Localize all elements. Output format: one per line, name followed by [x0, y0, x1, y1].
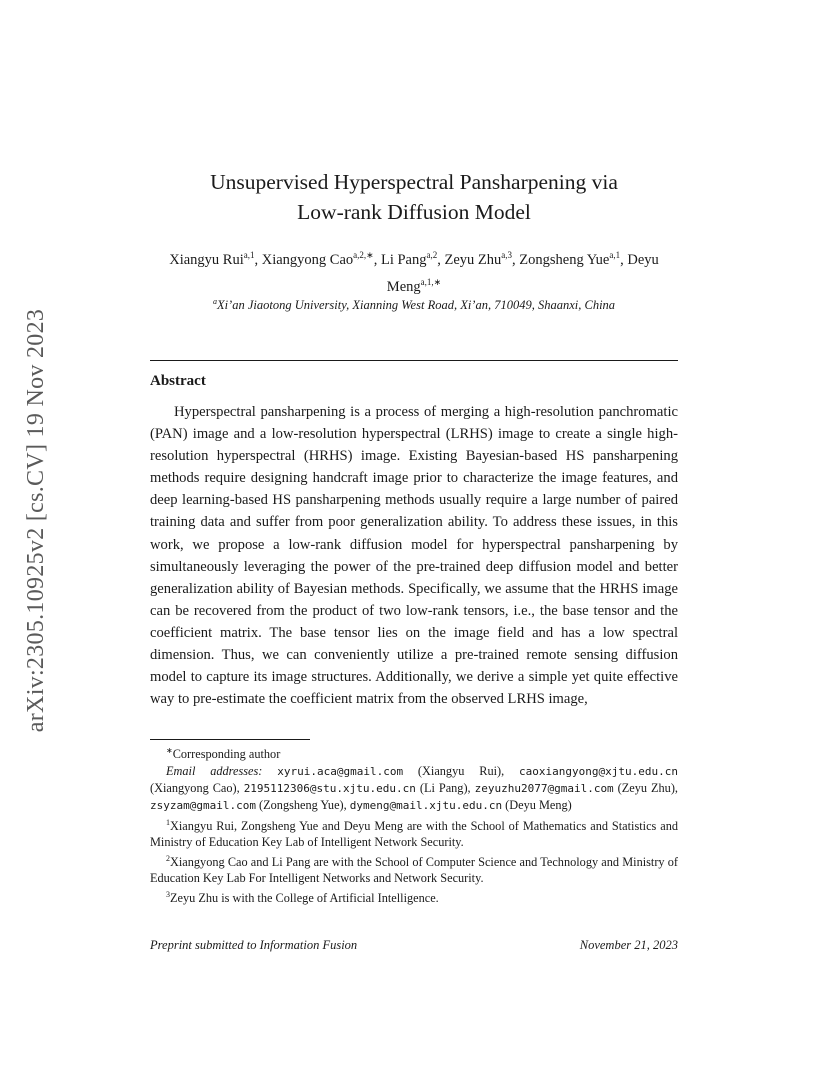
author: Deyu Meng$^{a,1,∗}$ — [386, 251, 659, 295]
abstract-body: Hyperspectral pansharpening is a process of merging a high-resolution panchromatic (PAN) image and a low-resolution hyperspectral (LRHS) image to create a single high-resolution hyperspectral (HRHS) image. Existing Bayesian-based HS pansharpening methods require designing handcraft image prior to characterize the image features, and deep learning-based HS pansharpening methods usually require a large number of paired training data and suffer from poor generalization ability. To address these issues, in this work, we propose a low-rank diffusion model for hyperspectral pansharpening by simultaneously leveraging the power of the pre-trained deep diffusion model and better generalization ability of Bayesian methods. Specifically, we assume that the HRHS image can be recovered from the product of two low-rank tensors, i.e., the base tensor and the coefficient matrix. The base tensor lies on the image field and has a low spectral dimension. Thus, we can conveniently utilize a pre-trained remote sensing diffusion model to capture its image structures. Additionally, we derive a simple yet quite effective way to pre-estimate the coefficient matrix from the observed LRHS image, — [150, 404, 678, 708]
paper-title-line-1: Unsupervised Hyperspectral Pansharpening via — [210, 170, 618, 194]
author: Zongsheng Yue$^{a,1}$, — [519, 250, 628, 268]
author-list — [150, 244, 678, 298]
paper-title-line-2: Low-rank Diffusion Model — [297, 200, 531, 224]
arxiv-identifier-text: arXiv:2305.10925v2 [cs.CV] 19 Nov 2023 — [23, 308, 50, 732]
footnote-3: $^3$Zeyu Zhu is with the College of Artificial Intelligence. — [166, 889, 439, 905]
affiliation-mark: a — [212, 297, 217, 306]
arxiv-identifier-stamp — [22, 280, 52, 760]
email-link[interactable]: dymeng@mail.xjtu.edu.cn — [349, 799, 503, 813]
email-link[interactable]: caoxiangyong@xjtu.edu.cn — [519, 764, 678, 778]
footer-date: November 21, 2023 — [579, 938, 678, 952]
email-link[interactable]: zeyuzhu2077@gmail.com — [474, 781, 614, 795]
author: Li Pang$^{a,2}$, — [380, 250, 445, 268]
footnote-rule — [150, 739, 310, 740]
email-link[interactable]: zsyzam@gmail.com — [150, 799, 256, 813]
paper-title — [150, 167, 678, 227]
email-link[interactable]: xyrui.aca@gmail.com — [277, 764, 404, 778]
email-label: Email addresses: — [166, 763, 263, 778]
page-footer — [150, 938, 678, 953]
affiliation-text: Xi’an Jiaotong University, Xianning West Road, Xi’an, 710049, Shaanxi, China — [216, 298, 616, 313]
author: Xiangyong Cao$^{a,2,∗}$, — [261, 250, 381, 268]
author: Zeyu Zhu$^{a,3}$, — [444, 250, 520, 268]
footer-preprint-note: Preprint submitted to Information Fusion — [150, 938, 358, 952]
abstract-heading: Abstract — [150, 373, 206, 389]
footnote-1: $^1$Xiangyu Rui, Zongsheng Yue and Deyu Meng are with the School of Mathematics and Statistics and Ministry of Education Key Lab of Intelligent Network Security. — [150, 817, 678, 850]
footnote-2: $^2$Xiangyong Cao and Li Pang are with the School of Computer Science and Technology and Ministry of Education Key Lab For Intelligent Networks and Network Security. — [150, 853, 678, 886]
footnote-emails: Email addresses: xyrui.aca@gmail.com (Xiangyu Rui), caoxiangyong@xjtu.edu.cn (Xiangyong Cao), 2195112306@stu.xjtu.edu.cn (Li Pang), zeyuzhu2077@gmail.com (Zeyu Zhu), zsyzam@gmail.com (Zongsheng Yue), dymeng@mail.xjtu.edu.cn (Deyu Meng) — [150, 763, 678, 813]
footnotes — [150, 743, 678, 906]
email-link[interactable]: 2195112306@stu.xjtu.edu.cn — [243, 781, 416, 795]
affiliation — [150, 297, 678, 313]
abstract-top-rule — [150, 360, 678, 361]
author: Xiangyu Rui$^{a,1}$, — [169, 250, 262, 268]
footnote-corresponding: ∗Corresponding author — [166, 746, 281, 762]
